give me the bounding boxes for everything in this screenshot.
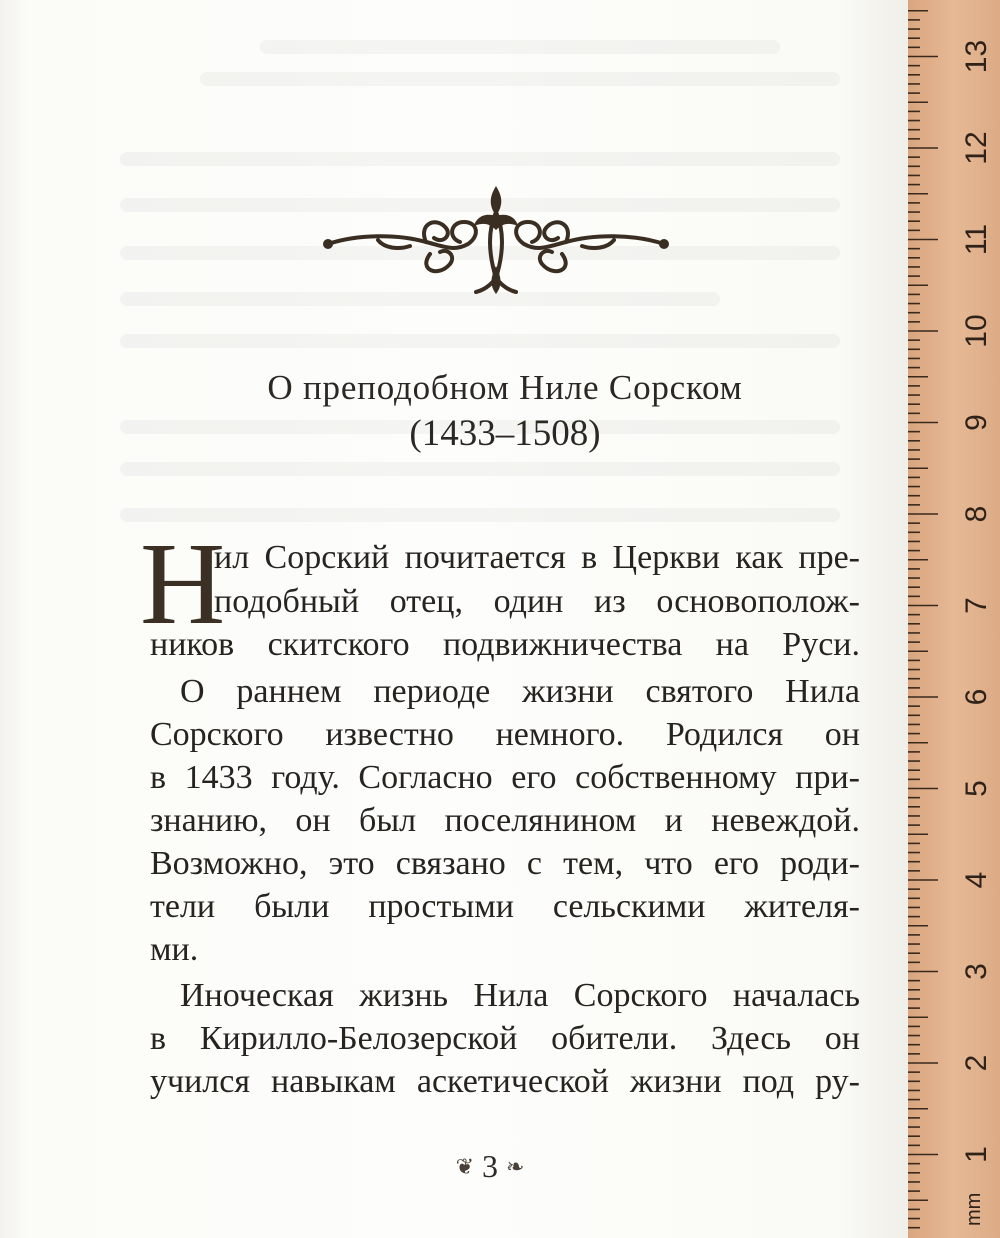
show-through-text [120,334,840,348]
text-line: учился навыкам аскетической жизни под ру- [150,1063,860,1100]
ruler-number: 3 [959,963,993,980]
ruler-number: 1 [959,1146,993,1163]
ruler-number: 6 [959,688,993,706]
show-through-text [120,462,840,476]
text-line: тели были простыми сельскими жителя- [150,888,860,925]
text-line: ми. [150,931,199,968]
ruler-body [908,0,1000,1238]
chapter-title: О преподобном Ниле Сорском [267,368,743,407]
text-line: в 1433 году. Согласно его собственному при- [150,759,860,796]
text-line: ил Сорский почитается в Церкви как пре- [214,539,860,576]
page-number-value: 3 [482,1148,498,1184]
text-line: подобный отец, один из основополож- [214,583,860,620]
show-through-text [120,508,840,522]
folio-ornament-left-icon: ❦ [455,1154,474,1179]
folio-ornament-right-icon: ❧ [506,1154,525,1179]
ruler-number: 5 [959,780,993,797]
page-number [400,1148,580,1185]
chapter-dates: (1433–1508) [409,413,601,454]
ruler-number: 7 [959,597,993,614]
text-line: знанию, он был поселянином и невеждой. [150,802,860,839]
text-line: Возможно, это связано с тем, что его роди- [150,845,860,882]
text-line: ников скитского подвижничества на Руси. [150,626,860,663]
ruler-number: 4 [959,871,993,889]
ruler-number: 13 [959,39,993,74]
ruler-number: 2 [959,1054,993,1072]
show-through-text [260,40,780,54]
ruler-unit-label: mm [963,1192,985,1226]
ruler-number: 12 [959,131,993,165]
text-line: в Кирилло-Белозерской обители. Здесь он [150,1020,860,1057]
drop-cap: Н [140,518,226,649]
ruler-number: 11 [959,223,993,256]
show-through-text [120,152,840,166]
ruler-number: 8 [959,505,993,523]
text-line: Сорского известно немного. Родился он [150,716,860,753]
ruler-number: 10 [959,314,993,348]
wooden-ruler [908,0,1000,1238]
show-through-text [200,72,840,86]
vignette-ornament [318,182,674,302]
text-line: О раннем периоде жизни святого Нила [180,673,860,710]
ruler-number: 9 [959,414,993,431]
text-line: Иноческая жизнь Нила Сорского началась [180,977,860,1014]
